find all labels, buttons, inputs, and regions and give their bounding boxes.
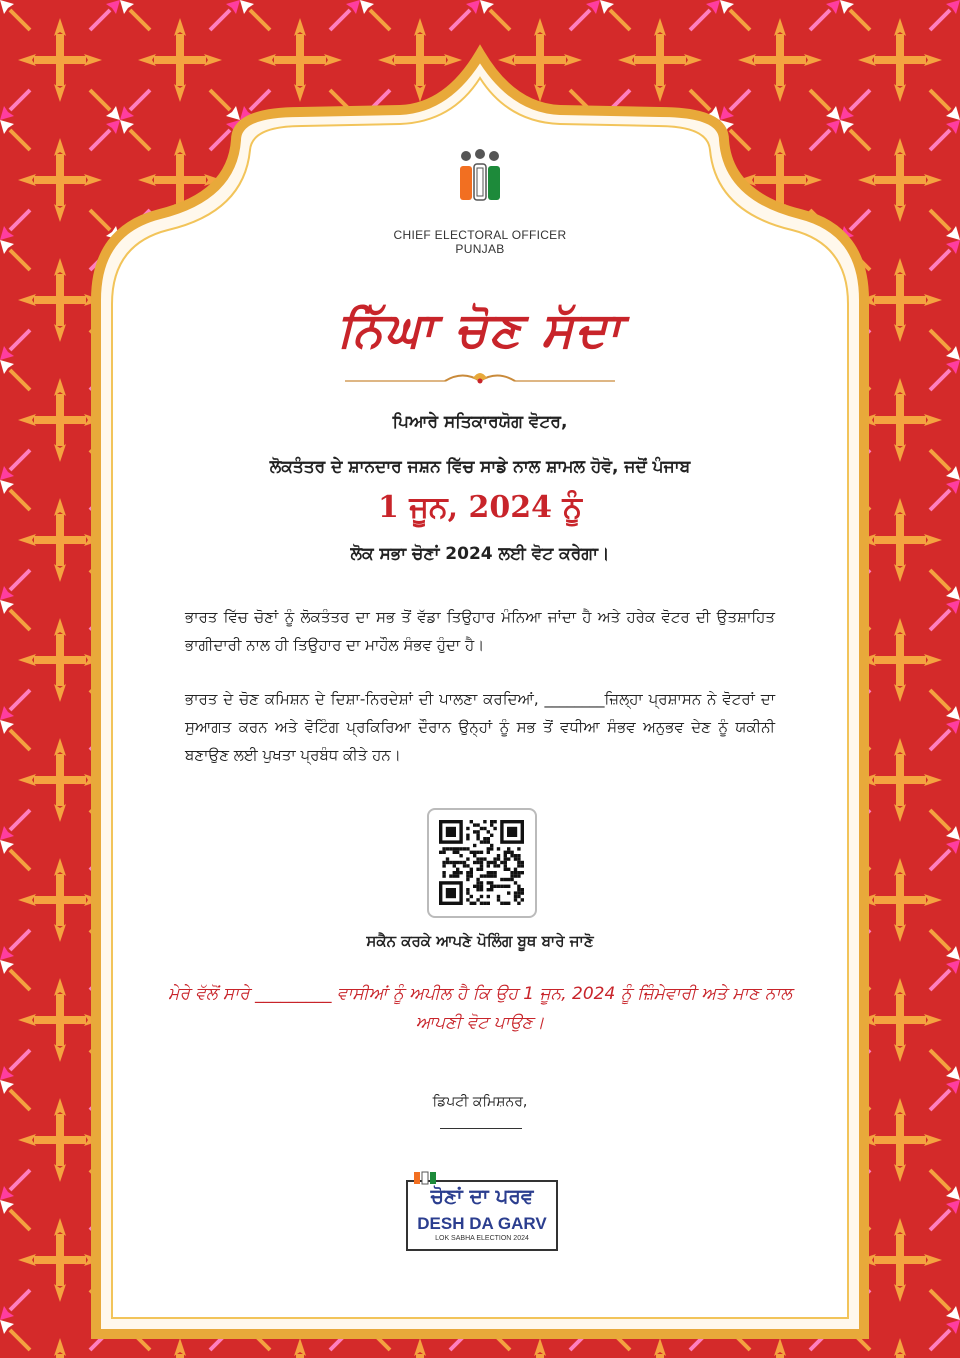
signature-line — [440, 1128, 522, 1129]
paragraph-arrangements: ਭਾਰਤ ਦੇ ਚੋਣ ਕਮਿਸ਼ਨ ਦੇ ਦਿਸ਼ਾ-ਨਿਰਦੇਸ਼ਾਂ ਦੀ ਪਾਲਣਾ ਕਰਦਿਆਂ, ________ਜ਼ਿਲ੍ਹਾ ਪ੍ਰਸ਼ਾਸਨ ਨੇ ਵੋਟਰਾਂ ਦਾ ਸੁਆਗਤ ਕਰਨ ਅਤੇ ਵੋਟਿੰਗ ਪ੍ਰਕਿਰਿਆ ਦੌਰਾਨ ਉਨ੍ਹਾਂ ਨੂੰ ਸਭ ਤੋਂ ਵਧੀਆ ਸੰਭਵ ਅਨੁਭਵ ਦੇਣ ਨੂੰ ਯਕੀਨੀ ਬਣਾਉਣ ਲਈ ਪੁਖਤਾ ਪ੍ਰਬੰਧ ਕੀਤੇ ਹਨ। — [185, 690, 775, 764]
election-line: ਲੋਕ ਸਭਾ ਚੋਣਾਂ 2024 ਲਈ ਵੋਟ ਕਰੇਗਾ। — [350, 544, 610, 564]
signatory-title: ਡਿਪਟੀ ਕਮਿਸ਼ਨਰ, — [432, 1094, 528, 1110]
badge-slogan: DESH DA GARV — [417, 1214, 547, 1233]
qr-code[interactable] — [427, 808, 537, 918]
org-name-line1: CHIEF ELECTORAL OFFICER — [393, 228, 567, 242]
invitation-title: ਨਿੱਘਾ ਚੋਣ ਸੱਦਾ — [337, 302, 623, 358]
election-date: 1 ਜੂਨ, 2024 ਨੂੰ — [378, 490, 582, 525]
election-badge — [406, 1180, 558, 1251]
org-name-line2: PUNJAB — [455, 242, 505, 256]
paragraph-festival: ਭਾਰਤ ਵਿੱਚ ਚੋਣਾਂ ਨੂੰ ਲੋਕਤੰਤਰ ਦਾ ਸਭ ਤੋਂ ਵੱਡਾ ਤਿਉਹਾਰ ਮੰਨਿਆ ਜਾਂਦਾ ਹੈ ਅਤੇ ਹਰੇਕ ਵੋਟਰ ਦੀ ਉਤਸ਼ਾਹਿਤ ਭਾਗੀਦਾਰੀ ਨਾਲ ਹੀ ਤਿਉਹਾਰ ਦਾ ਮਾਹੌਲ ਸੰਭਵ ਹੁੰਦਾ ਹੈ। — [185, 608, 775, 654]
greeting: ਪਿਆਰੇ ਸਤਿਕਾਰਯੋਗ ਵੋਟਰ, — [392, 412, 568, 432]
badge-subtitle: LOK SABHA ELECTION 2024 — [435, 1235, 529, 1242]
eci-logo-icon — [444, 146, 516, 218]
floral-divider-icon — [345, 368, 615, 388]
scan-instruction: ਸਕੈਨ ਕਰਕੇ ਆਪਣੇ ਪੋਲਿੰਗ ਬੂਥ ਬਾਰੇ ਜਾਣੋ — [366, 932, 594, 950]
appeal-text: ਮੇਰੇ ਵੱਲੋਂ ਸਾਰੇ _________ ਵਾਸੀਆਂ ਨੂੰ ਅਪੀਲ ਹੈ ਕਿ ਉਹ 1 ਜੂਨ, 2024 ਨੂੰ ਜ਼ਿੰਮੇਵਾਰੀ ਅਤੇ ਮਾਣ ਨਾਲ ਆਪਣੀ ਵੋਟ ਪਾਉਣ। — [168, 984, 792, 1033]
badge-punjabi: ਚੋਣਾਂ ਦਾ ਪਰਵ — [430, 1184, 534, 1208]
intro-line: ਲੋਕਤੰਤਰ ਦੇ ਸ਼ਾਨਦਾਰ ਜਸ਼ਨ ਵਿੱਚ ਸਾਡੇ ਨਾਲ ਸ਼ਾਮਲ ਹੋਵੋ, ਜਦੋਂ ਪੰਜਾਬ — [269, 457, 691, 477]
